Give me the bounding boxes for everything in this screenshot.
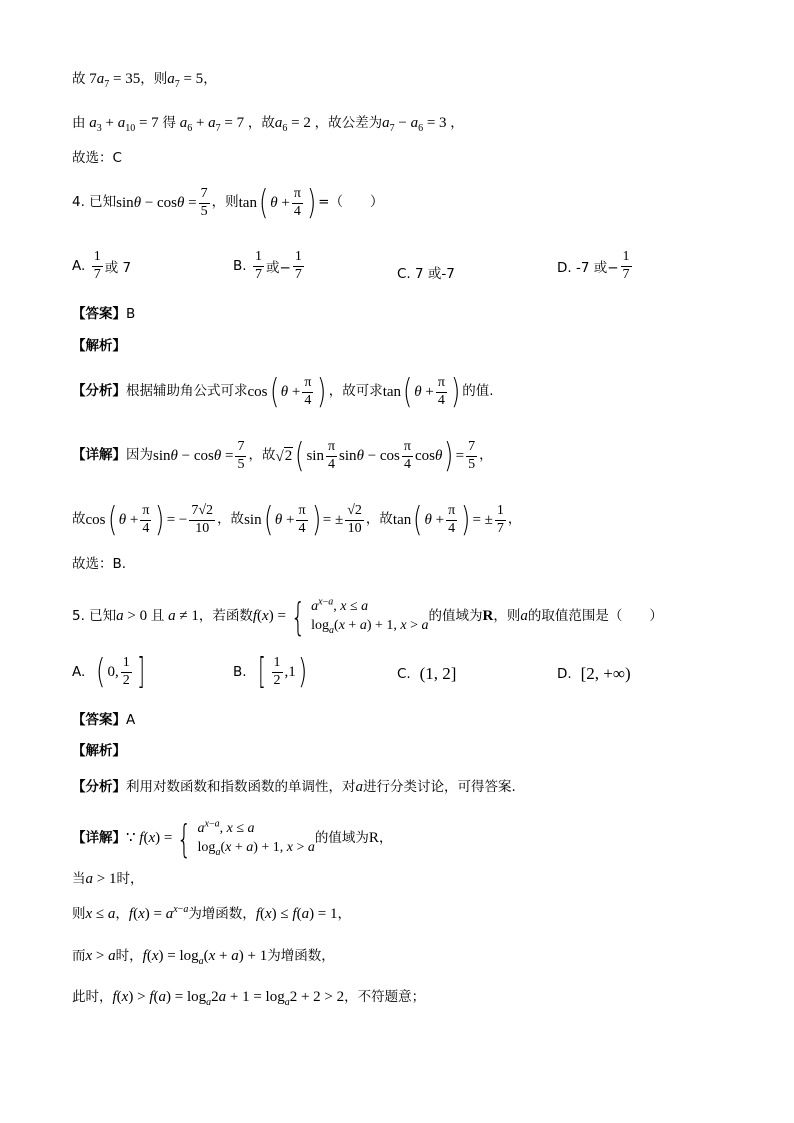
case-x-gt-a: 而 x > a 时， $f(x) = \log_a(x + a) + 1$ 为增函数， — [72, 947, 335, 967]
line-common-difference: 由 $a_3 + a_{10} = 7$ 得 $a_6 + a_7 = 7$ ，故 $a_6 = 2$ ，故公差为 $a_7 - a_6 = 3$ ， — [72, 114, 464, 134]
answer-4: 【答案】 B — [72, 306, 136, 322]
case-x-le-a: 则 x ≤ a ， $f(x) = a^{x-a}$ 为增函数， f(x) ≤ f(a) = 1 ， — [72, 904, 352, 922]
option-5c[interactable]: C. (1, 2] — [397, 664, 457, 683]
detail-4-cos-sin-tan: 故 cos ( θ + $\frac{\pi}{4}$ ) = − $\frac{7√2}{10}$ ，故 sin ( θ + $\frac{\pi}{4}$ ) = ± $\frac{√2}{10}$ ，故 tan ( θ + $\frac{\pi}{4}$ ) = ± $\frac{1}{7}$ ， — [72, 499, 522, 540]
analysis-heading-5: 【解析】 — [72, 743, 126, 759]
answer-select-b: 故选：B. — [72, 556, 127, 572]
case-conclusion: 此时， $f(x) > f(a) = \log_a2a + 1 = \log_a2 + 2 > 2$ ，不符题意； — [72, 988, 426, 1008]
option-5d[interactable]: D. [2, +∞) — [557, 664, 631, 683]
analysis-5: 【分析】 利用对数函数和指数函数的单调性，对 a 进行分类讨论，可得答案. — [72, 778, 516, 795]
analysis-4: 【分析】 根据辅助角公式可求 cos ( θ + $\frac{\pi}{4}$ ) ，故可求 tan ( θ + $\frac{\pi}{4}$ ) 的值. — [72, 371, 494, 412]
case-a-gt-1: 当 a > 1 时， — [72, 870, 144, 887]
option-5a[interactable]: A. ( 0, $\frac{1}{2}$ ] — [72, 650, 145, 692]
answer-select-c: 故选：C — [72, 150, 122, 166]
option-4d[interactable]: D. -7 或− $\frac{1}{7}$ — [557, 249, 630, 282]
option-5b[interactable]: B. [ $\frac{1}{2}$ ,1 ) — [233, 650, 308, 692]
question-5: 5. 已知 a > 0 且 a ≠ 1 ，若函数 f(x) = { $a^{x-a}$, x ≤ a $\log_a(x + a) + 1$, x > a 的值域为 R ，则 a 的取值范围是（ ） — [72, 594, 663, 639]
option-4c[interactable]: C. 7 或-7 — [397, 266, 455, 282]
answer-5: 【答案】 A — [72, 712, 136, 728]
question-4: 4. 已知 sinθ − cosθ = $\frac{7}{5}$ ，则 tan ( θ + $\frac{\pi}{4}$ ) =（ ） — [72, 182, 384, 223]
detail-4: 【详解】 因为 sinθ − cosθ = $\frac{7}{5}$ ，故 √ 2 ( sin $\frac{\pi}{4}$ sinθ − cos $\frac{\pi}{4}$ cosθ ) = $\frac{7}{5}$ ， — [72, 435, 493, 476]
option-4a[interactable]: A. $\frac{1}{7}$ 或 7 — [72, 249, 132, 282]
line-a7: 故 $7a_7 = 35$ ，则 $a_7 = 5$ ， — [72, 70, 217, 90]
detail-5: 【详解】 ∵ f(x) = { $a^{x-a}$, x ≤ a $\log_a(x + a) + 1$, x > a 的值域为 R ， — [72, 816, 393, 861]
option-4b[interactable]: B. $\frac{1}{7}$ 或− $\frac{1}{7}$ — [233, 249, 302, 282]
analysis-heading-4: 【解析】 — [72, 338, 126, 354]
